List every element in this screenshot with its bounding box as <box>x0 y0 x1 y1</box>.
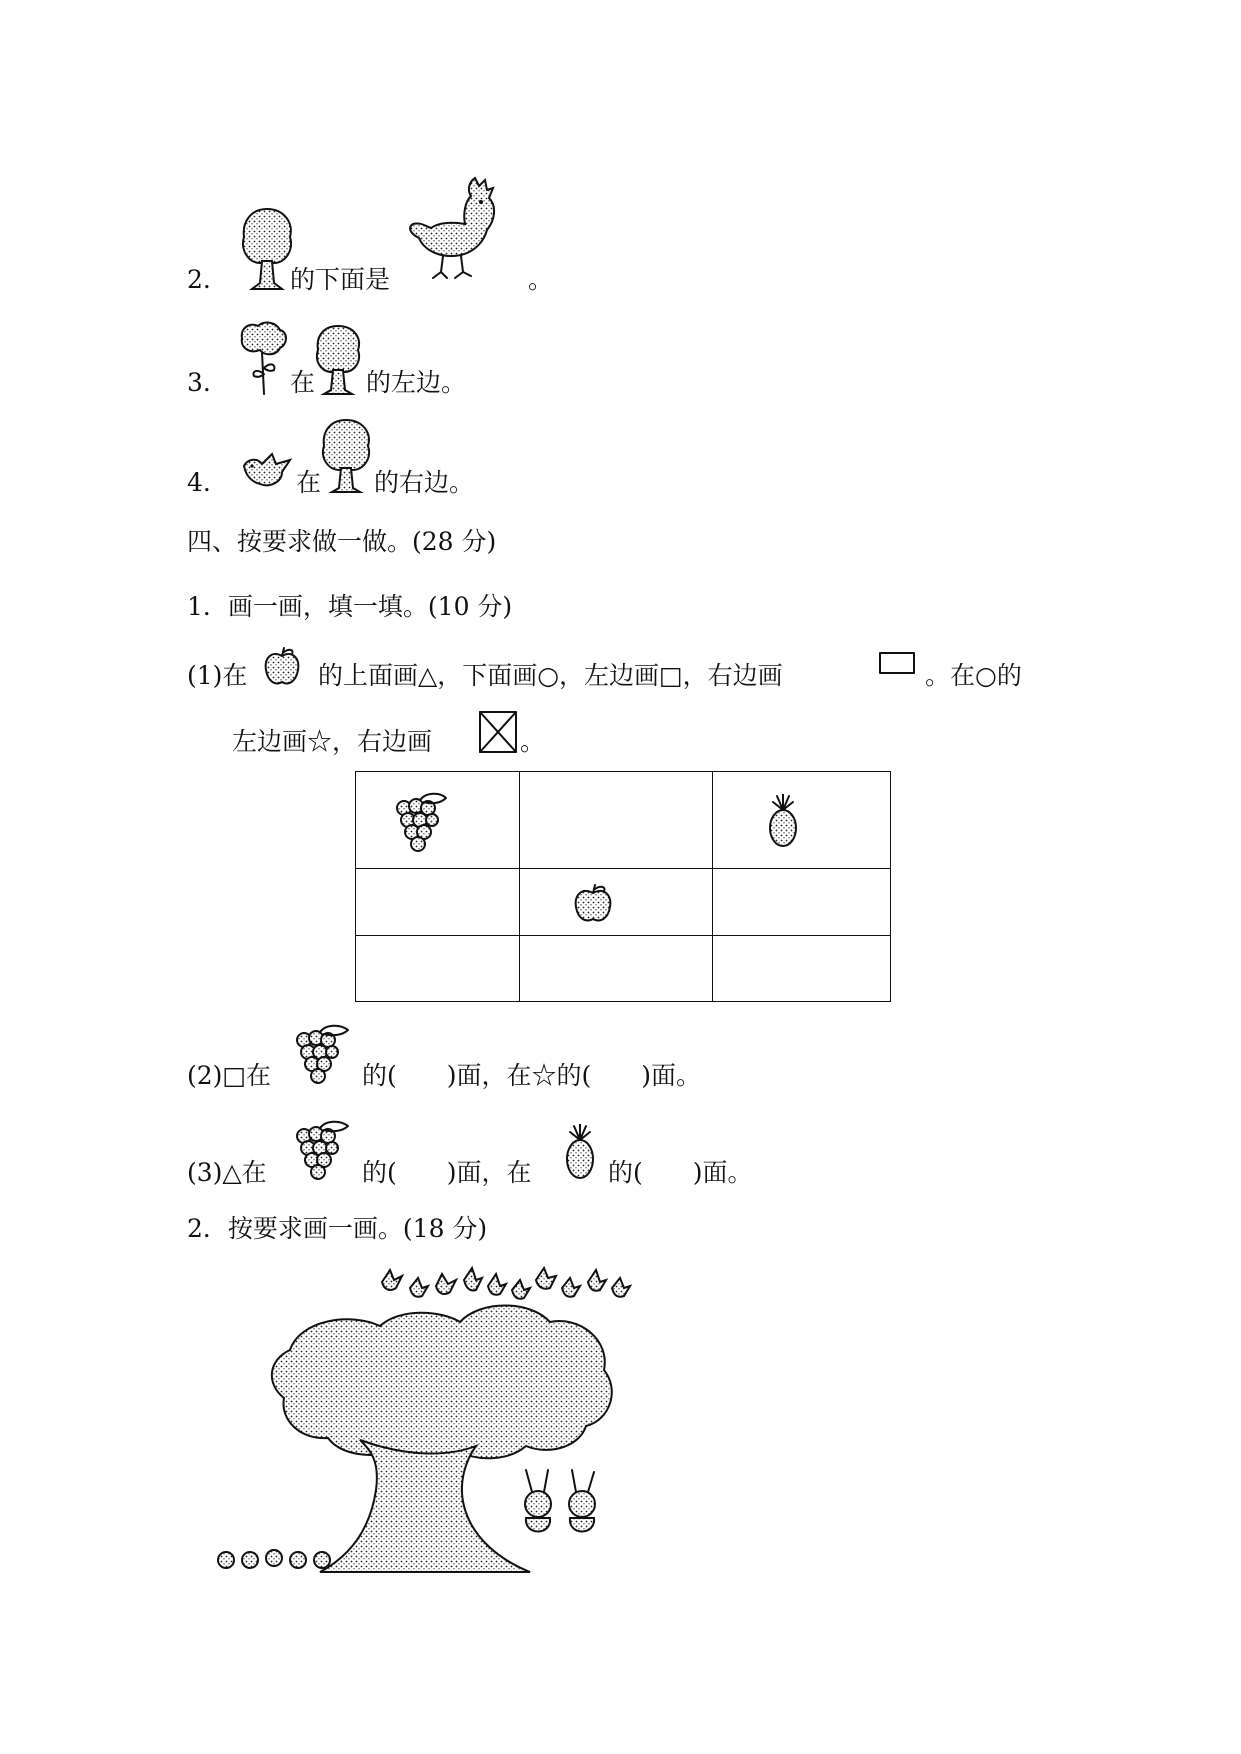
birds-group <box>382 1268 630 1299</box>
q3-zai: 在 <box>290 368 316 397</box>
p1-prefix: (1)在 <box>187 661 248 690</box>
drawing-grid <box>355 771 891 1002</box>
p2-text: 的( )面，在☆的( )面。 <box>362 1061 702 1090</box>
pineapple-icon <box>765 794 801 848</box>
grid-cell-top-middle[interactable] <box>520 772 712 869</box>
crossed-box-icon <box>478 710 518 754</box>
q4-text: 的右边。 <box>374 468 475 497</box>
grid-cell-bottom-left[interactable] <box>356 935 520 1001</box>
tree-scene <box>210 1260 640 1580</box>
p3-text: 的( )面，在 <box>362 1158 532 1187</box>
chicks-group <box>218 1550 330 1568</box>
grapes-icon <box>290 1020 352 1086</box>
grid-cell-grapes[interactable] <box>356 772 520 869</box>
grapes-icon <box>390 790 450 854</box>
p1-line2-end: 。 <box>520 727 546 756</box>
grid-cell-middle-right[interactable] <box>712 869 890 935</box>
flower-icon <box>236 318 290 398</box>
p1-line2-text: 左边画☆，右边画 <box>232 727 433 756</box>
p3-end: 的( )面。 <box>608 1158 753 1187</box>
p3-prefix: (3)△在 <box>187 1158 267 1187</box>
grid-cell-bottom-middle[interactable] <box>520 935 712 1001</box>
grid-cell-middle-left[interactable] <box>356 869 520 935</box>
p1-end: 。在○的 <box>925 661 1022 690</box>
bird-icon <box>238 446 296 492</box>
apple-icon <box>572 881 614 925</box>
rabbits-group <box>525 1470 595 1532</box>
task1-title: 1．画一画，填一填。(10 分) <box>187 592 513 621</box>
grid-cell-pineapple[interactable] <box>712 772 890 869</box>
pineapple-icon <box>562 1124 598 1180</box>
tree-icon <box>238 205 296 293</box>
q3-text: 的左边。 <box>366 368 467 397</box>
q4-zai: 在 <box>296 468 322 497</box>
p2-prefix: (2)□在 <box>187 1061 272 1090</box>
q2-text: 的下面是 <box>290 265 391 294</box>
tree-icon <box>312 322 364 398</box>
q2-number: 2. <box>187 265 211 294</box>
grid-cell-bottom-right[interactable] <box>712 935 890 1001</box>
tree-icon <box>318 416 374 496</box>
q4-number: 4. <box>187 468 211 497</box>
p1-text: 的上面画△，下面画○，左边画□，右边画 <box>318 661 783 690</box>
task2-title: 2．按要求画一画。(18 分) <box>187 1214 488 1243</box>
grid-cell-apple[interactable] <box>520 869 712 935</box>
q3-number: 3. <box>187 368 211 397</box>
grapes-icon <box>290 1116 352 1182</box>
apple-icon <box>262 646 302 688</box>
section-title: 四、按要求做一做。(28 分) <box>187 527 497 556</box>
rooster-icon <box>405 172 503 284</box>
rectangle-shape-icon <box>878 651 916 677</box>
q2-end: 。 <box>528 265 554 294</box>
